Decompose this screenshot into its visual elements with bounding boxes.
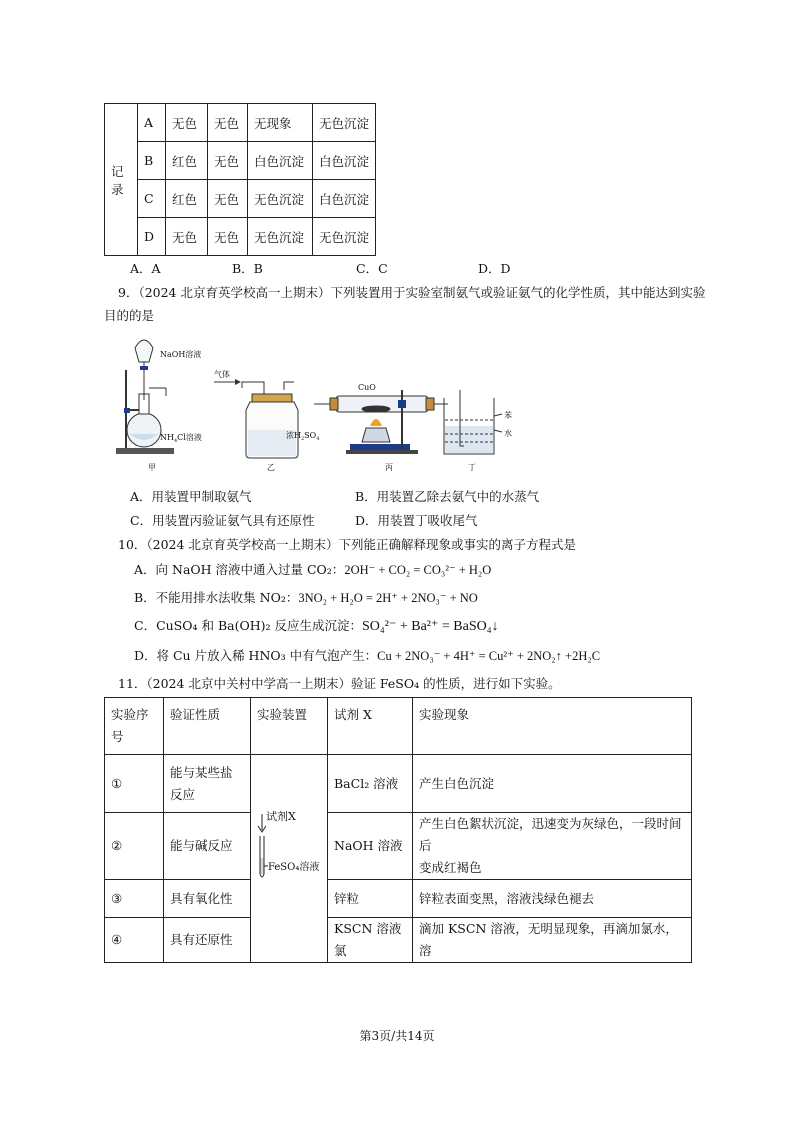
q10-b-equation: 3NO₂ + H₂O = 2H⁺ + 2NO₃⁻ + NO bbox=[298, 591, 478, 605]
q9-stem-line2: 目的的是 bbox=[104, 308, 155, 323]
q10-a-text: A．向 NaOH 溶液中通入过量 CO₂： bbox=[134, 562, 345, 577]
table-cell: 无色 bbox=[208, 142, 248, 180]
row-property: 具有还原性 bbox=[164, 918, 251, 963]
apparatus-yi bbox=[214, 382, 298, 458]
label-bing: 丙 bbox=[385, 463, 393, 472]
table-cell: 红色 bbox=[166, 142, 208, 180]
q9-apparatus-figure bbox=[104, 330, 524, 478]
row-property: 能与某些盐 反应 bbox=[164, 755, 251, 813]
q10-stem: 10．（2024 北京育英学校高一上期末）下列能正确解释现象或事实的离子方程式是 bbox=[118, 537, 576, 552]
table-cell: C bbox=[138, 180, 166, 218]
page-footer: 第3页/共14页 bbox=[359, 1029, 435, 1043]
label-cuo: CuO bbox=[358, 383, 376, 392]
label-gas: 气体 bbox=[214, 370, 230, 379]
table-cell: 白色沉淀 bbox=[248, 142, 313, 180]
table-cell: 无色 bbox=[208, 104, 248, 142]
label-water: 水 bbox=[504, 429, 512, 438]
table-cell: 无色 bbox=[166, 104, 208, 142]
table-cell: 无色沉淀 bbox=[248, 180, 313, 218]
q9-option-d: D．用装置丁吸收尾气 bbox=[355, 513, 478, 528]
label-ding: 丁 bbox=[468, 463, 476, 472]
label-h2so4: 浓$H_2SO_4$ bbox=[286, 431, 320, 442]
q10-d-equation: Cu + 2NO₃⁻ + 4H⁺ = Cu²⁺ + 2NO₂↑ +2H₂C bbox=[377, 649, 601, 663]
row-no: ④ bbox=[105, 918, 164, 963]
row-reagent: 锌粒 bbox=[328, 880, 413, 918]
table-cell: 红色 bbox=[166, 180, 208, 218]
row-reagent: NaOH 溶液 bbox=[328, 813, 413, 880]
table-cell: 白色沉淀 bbox=[313, 180, 376, 218]
record-table bbox=[104, 103, 376, 256]
record-row-header: 记录 bbox=[105, 104, 138, 256]
row-property: 具有氧化性 bbox=[164, 880, 251, 918]
row-observation: 产生白色絮状沉淀，迅速变为灰绿色，一段时间后 变成红褐色 bbox=[413, 813, 692, 880]
feso4-experiment-table bbox=[104, 697, 692, 963]
table-cell: 白色沉淀 bbox=[313, 142, 376, 180]
test-tube-figure bbox=[252, 804, 326, 914]
header-apparatus: 实验装置 bbox=[251, 698, 328, 755]
header-no: 实验序 号 bbox=[105, 698, 164, 755]
table-cell: 无色沉淀 bbox=[313, 104, 376, 142]
table-cell: B bbox=[138, 142, 166, 180]
q10-c-equation: SO₄²⁻ + Ba²⁺ = BaSO₄↓ bbox=[361, 619, 499, 634]
row-property: 能与碱反应 bbox=[164, 813, 251, 880]
table-cell: 无色 bbox=[166, 218, 208, 256]
row-no: ③ bbox=[105, 880, 164, 918]
apparatus-ding bbox=[444, 390, 502, 454]
header-property: 验证性质 bbox=[164, 698, 251, 755]
q10-d-text: D．将 Cu 片放入稀 HNO₃ 中有气泡产生： bbox=[134, 648, 378, 663]
label-yi: 乙 bbox=[267, 463, 275, 472]
table-cell: 无色沉淀 bbox=[248, 218, 313, 256]
row-observation: 滴加 KSCN 溶液，无明显现象，再滴加氯水，溶 bbox=[413, 918, 692, 963]
q9-stem-line1: 9．（2024 北京育英学校高一上期末）下列装置用于实验室制氨气或验证氨气的化学性质，其中能达到实验 bbox=[118, 285, 706, 300]
q8-option-a: A．A bbox=[130, 261, 161, 276]
table-cell: 无色沉淀 bbox=[313, 218, 376, 256]
table-cell: A bbox=[138, 104, 166, 142]
q10-option-c bbox=[134, 616, 499, 635]
q9-option-a: A．用装置甲制取氨气 bbox=[130, 489, 252, 504]
q10-option-d bbox=[134, 646, 600, 664]
table-cell: D bbox=[138, 218, 166, 256]
row-no: ① bbox=[105, 755, 164, 813]
apparatus-bing bbox=[314, 390, 448, 454]
row-observation: 锌粒表面变黑，溶液浅绿色褪去 bbox=[413, 880, 692, 918]
apparatus-cell bbox=[251, 755, 328, 963]
label-benzene: 苯 bbox=[504, 411, 512, 420]
table-cell: 无色 bbox=[208, 180, 248, 218]
row-reagent: KSCN 溶液氯 bbox=[328, 918, 413, 963]
table-cell: 无现象 bbox=[248, 104, 313, 142]
q10-a-equation: 2OH⁻ + CO₂ = CO₃²⁻ + H₂O bbox=[344, 563, 492, 577]
q10-option-a bbox=[134, 560, 491, 578]
q8-option-c: C．C bbox=[356, 261, 388, 276]
label-nh4cl: $NH_4Cl$溶液 bbox=[160, 433, 202, 444]
header-observation: 实验现象 bbox=[413, 698, 692, 755]
row-reagent: BaCl₂ 溶液 bbox=[328, 755, 413, 813]
table-cell: 无色 bbox=[208, 218, 248, 256]
q10-b-text: B．不能用排水法收集 NO₂： bbox=[134, 590, 299, 605]
row-observation: 产生白色沉淀 bbox=[413, 755, 692, 813]
row-no: ② bbox=[105, 813, 164, 880]
q8-option-d: D．D bbox=[478, 261, 511, 276]
q10-option-b bbox=[134, 588, 478, 606]
reagent-x-label: 试剂X bbox=[266, 809, 296, 823]
q9-option-c: C．用装置丙验证氨气具有还原性 bbox=[130, 513, 315, 528]
header-reagent: 试剂 X bbox=[328, 698, 413, 755]
q8-option-b: B．B bbox=[232, 261, 263, 276]
feso4-solution-label: FeSO₄溶液 bbox=[268, 861, 320, 873]
q11-stem: 11．（2024 北京中关村中学高一上期末）验证 FeSO₄ 的性质，进行如下实验。 bbox=[118, 676, 561, 691]
label-naoh: NaOH溶液 bbox=[160, 350, 202, 359]
q9-option-b: B．用装置乙除去氨气中的水蒸气 bbox=[355, 489, 540, 504]
q10-c-text: C．CuSO₄ 和 Ba(OH)₂ 反应生成沉淀： bbox=[134, 618, 362, 633]
label-jia: 甲 bbox=[148, 463, 156, 472]
